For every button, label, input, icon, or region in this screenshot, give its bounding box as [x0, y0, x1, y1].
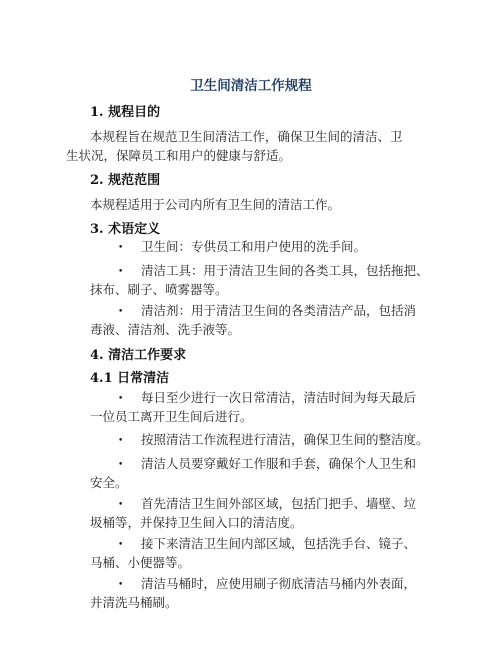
s4-bullet-3-line-1: 清洁人员要穿戴好工作服和手套，确保个人卫生和 [141, 456, 417, 471]
s4-bullet-4-line-1: 首先清洁卫生间外部区域，包括门把手、墙壁、垃 [141, 496, 417, 511]
bullet-icon: • [118, 460, 124, 470]
s4-bullet-3-line-2: 安全。 [90, 475, 128, 490]
bullet-icon: • [118, 540, 124, 550]
s4-bullet-4-line-2: 圾桶等，并保持卫生间入口的清洁度。 [90, 515, 303, 530]
bullet-icon: • [118, 243, 124, 253]
s4-bullet-5-line-1: 接下来清洁卫生间内部区域，包括洗手台、镜子、 [141, 536, 417, 551]
s3-bullet-1-line-1: 卫生间：专供员工和用户使用的洗手间。 [141, 239, 367, 254]
bullet-icon: • [118, 394, 124, 404]
section-4-heading: 4. 清洁工作要求 [90, 348, 187, 363]
s3-bullet-2-line-2: 抹布、刷子、喷雾器等。 [90, 282, 228, 297]
bullet-icon: • [118, 267, 124, 277]
section-4-1-heading: 4.1 日常清洁 [90, 371, 170, 386]
s4-bullet-6-line-2: 并清洗马桶刷。 [90, 595, 178, 610]
s3-bullet-3-line-2: 毒液、清洁剂、洗手液等。 [90, 322, 241, 337]
bullet-icon: • [118, 580, 124, 590]
section-2-heading: 2. 规范范围 [90, 173, 161, 188]
section-2-line-1: 本规程适用于公司内所有卫生间的清洁工作。 [90, 197, 341, 212]
document-title: 卫生间清洁工作规程 [190, 78, 312, 94]
bullet-icon: • [118, 307, 124, 317]
section-1-line-2: 生状况，保障员工和用户的健康与舒适。 [66, 148, 292, 163]
s4-bullet-6-line-1: 清洁马桶时，应使用刷子彻底清洁马桶内外表面， [141, 576, 417, 591]
bullet-icon: • [118, 436, 124, 446]
s4-bullet-1-line-2: 一位员工离开卫生间后进行。 [90, 409, 253, 424]
s3-bullet-2-line-1: 清洁工具：用于清洁卫生间的各类工具，包括拖把、 [141, 263, 429, 278]
section-3-heading: 3. 术语定义 [90, 222, 161, 237]
s4-bullet-2-line-1: 按照清洁工作流程进行清洁，确保卫生间的整洁度。 [141, 432, 429, 447]
s4-bullet-5-line-2: 马桶、小便器等。 [90, 555, 191, 570]
s4-bullet-1-line-1: 每日至少进行一次日常清洁，清洁时间为每天最后 [141, 390, 417, 405]
bullet-icon: • [118, 500, 124, 510]
section-1-line-1: 本规程旨在规范卫生间清洁工作，确保卫生间的清洁、卫 [90, 129, 403, 144]
s3-bullet-3-line-1: 清洁剂：用于清洁卫生间的各类清洁产品，包括消 [141, 303, 417, 318]
section-1-heading: 1. 规程目的 [90, 105, 161, 120]
